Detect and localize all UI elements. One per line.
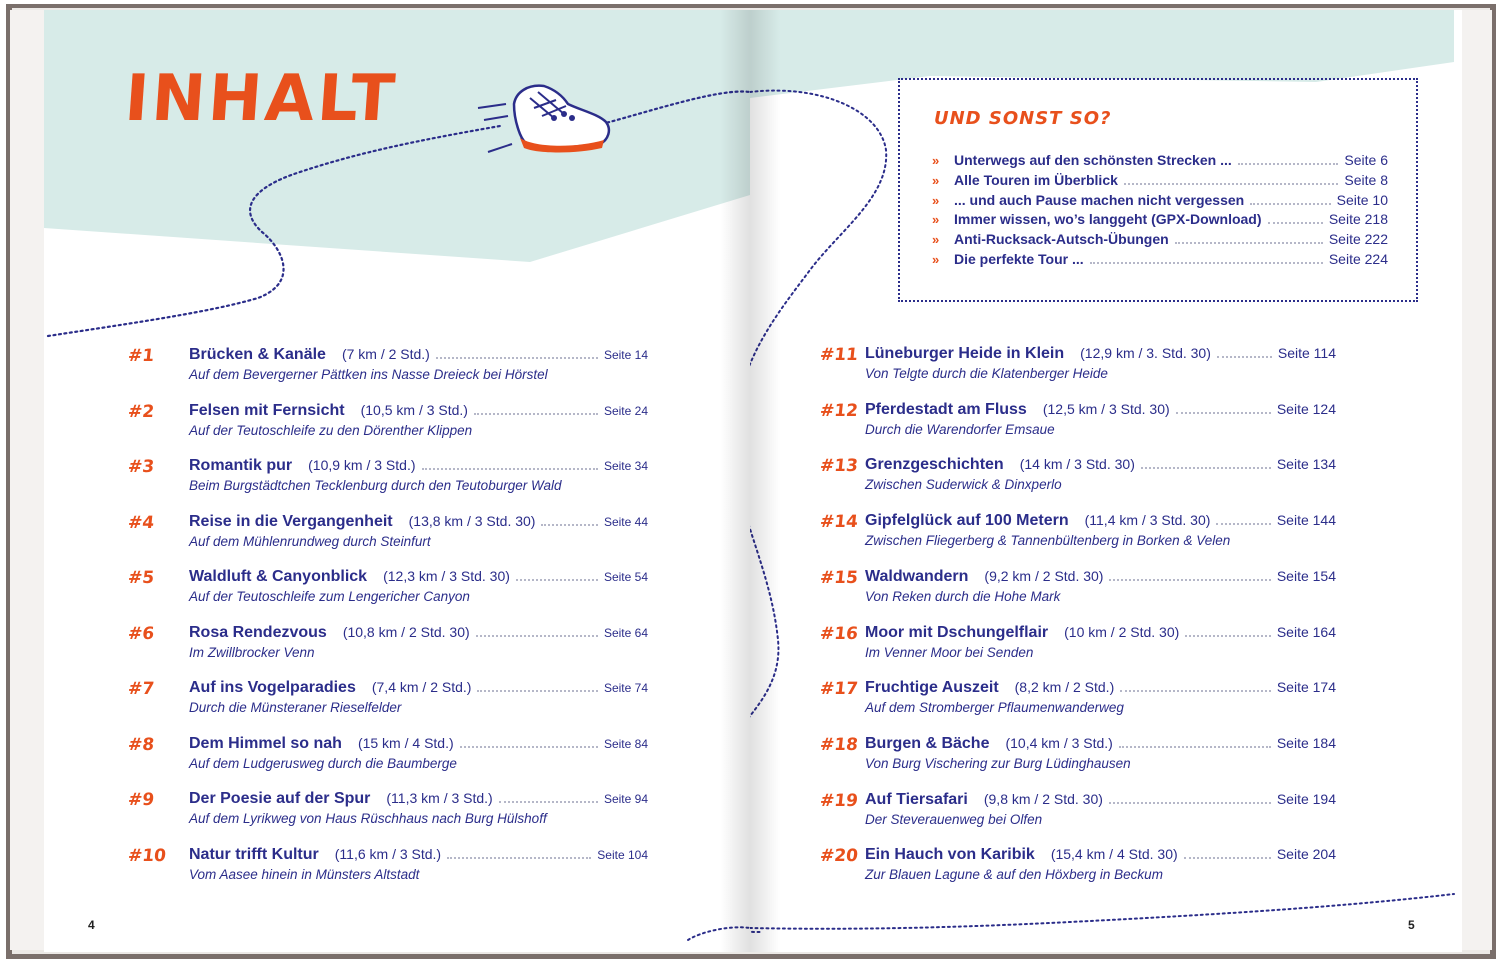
double-chevron-icon: » [932, 232, 938, 248]
toc-entry[interactable] [750, 846, 1500, 890]
toc-entry[interactable] [750, 512, 1500, 556]
tour-subtitle: Auf dem Bevergerner Pättken ins Nasse Dreieck bei Hörstel [189, 367, 548, 382]
extras-item[interactable] [932, 172, 1388, 192]
tour-number: #4 [126, 512, 156, 533]
toc-entry[interactable] [0, 679, 750, 723]
toc-entry[interactable] [0, 568, 750, 612]
dot-leader [1175, 242, 1323, 244]
toc-entry[interactable] [750, 456, 1500, 500]
dot-leader [1238, 163, 1339, 165]
tour-title: Ein Hauch von Karibik [865, 846, 1035, 864]
toc-entry[interactable] [750, 679, 1500, 723]
page-reference: Seite 24 [603, 403, 648, 418]
toc-entry[interactable] [0, 735, 750, 779]
dot-leader [516, 579, 598, 581]
page-reference: Seite 154 [1276, 567, 1336, 584]
dot-leader [1119, 746, 1271, 748]
tour-distance: (10 km / 2 Std. 30) [1064, 623, 1180, 640]
page-reference: Seite 224 [1328, 251, 1388, 267]
page-reference: Seite 184 [1276, 734, 1336, 751]
page-reference: Seite 94 [603, 792, 648, 806]
tour-number: #10 [126, 845, 167, 866]
tour-subtitle: Auf dem Ludgerusweg durch die Baumberge [189, 755, 457, 771]
tour-subtitle: Im Zwillbrocker Venn [189, 644, 315, 660]
extras-item-label: Immer wissen, wo’s langgeht (GPX-Download) [954, 211, 1262, 228]
tour-number: #13 [818, 456, 859, 477]
double-chevron-icon: » [932, 153, 938, 168]
toc-entry[interactable] [750, 568, 1500, 612]
tour-number: #19 [818, 790, 859, 811]
extras-item[interactable] [932, 192, 1388, 212]
tour-title: Natur trifft Kultur [189, 845, 319, 863]
toc-entry[interactable] [0, 790, 750, 834]
tour-subtitle: Zwischen Fliegerberg & Tannenbültenberg in Borken & Velen [865, 533, 1231, 549]
tour-subtitle: Durch die Münsteraner Rieselfelder [189, 700, 402, 715]
dot-leader [1141, 467, 1271, 469]
toc-entry[interactable] [750, 345, 1500, 389]
dot-leader [1109, 579, 1270, 581]
dot-leader [422, 468, 598, 470]
page-reference: Seite 84 [603, 736, 648, 751]
tour-title: Felsen mit Fernsicht [189, 401, 345, 419]
page-reference: Seite 194 [1276, 790, 1336, 807]
page-number-right: 5 [1408, 918, 1415, 932]
tour-title: Brücken & Kanäle [189, 346, 326, 363]
tour-subtitle: Auf der Teutoschleife zu den Dörenther Klippen [189, 422, 473, 438]
dot-leader [1268, 222, 1323, 224]
page-reference: Seite 134 [1276, 456, 1336, 473]
tour-title: Reise in die Vergangenheit [189, 512, 393, 530]
tour-title: Moor mit Dschungelflair [865, 623, 1049, 641]
tour-distance: (8,2 km / 2 Std.) [1014, 679, 1115, 696]
dot-leader [1120, 690, 1271, 692]
page-reference: Seite 144 [1276, 512, 1336, 529]
tour-distance: (12,9 km / 3. Std. 30) [1080, 345, 1211, 361]
tour-distance: (9,8 km / 2 Std. 30) [983, 790, 1103, 807]
tour-subtitle: Im Venner Moor bei Senden [865, 644, 1034, 660]
dot-leader [436, 357, 598, 359]
tour-number: #11 [818, 345, 859, 365]
tour-distance: (12,5 km / 3 Std. 30) [1042, 400, 1170, 417]
tour-number: #20 [818, 846, 859, 867]
tour-number: #3 [126, 457, 156, 477]
tour-subtitle: Durch die Warendorfer Emsaue [865, 421, 1055, 437]
tour-title: Der Poesie auf der Spur [189, 790, 371, 807]
page-reference: Seite 44 [603, 514, 648, 529]
dot-leader [1184, 857, 1271, 859]
toc-entry[interactable] [750, 624, 1500, 668]
extras-item[interactable] [932, 231, 1388, 251]
page-reference: Seite 8 [1344, 171, 1388, 188]
tour-title: Auf Tiersafari [865, 790, 968, 808]
double-chevron-icon: » [932, 172, 938, 188]
extras-item-label: Unterwegs auf den schönsten Strecken ... [954, 152, 1232, 168]
tour-distance: (11,4 km / 3 Std. 30) [1084, 512, 1211, 529]
dot-leader [1176, 412, 1271, 414]
toc-entry[interactable] [750, 735, 1500, 779]
page-reference: Seite 10 [1336, 191, 1388, 208]
extras-box [898, 78, 1418, 302]
tour-number: #5 [126, 568, 156, 588]
extras-item[interactable] [932, 251, 1388, 271]
page-reference: Seite 164 [1276, 623, 1336, 640]
dot-leader [1124, 183, 1339, 185]
tour-title: Grenzgeschichten [865, 456, 1004, 474]
tour-subtitle: Von Reken durch die Hohe Mark [865, 588, 1061, 604]
tour-number: #2 [126, 401, 156, 422]
page-reference: Seite 174 [1276, 679, 1336, 696]
tour-distance: (12,3 km / 3 Std. 30) [383, 568, 510, 584]
tour-number: #16 [818, 623, 859, 644]
tour-distance: (7 km / 2 Std.) [341, 346, 430, 362]
tour-distance: (10,4 km / 3 Std.) [1005, 734, 1113, 751]
extras-item-label: Anti-Rucksack-Autsch-Übungen [954, 231, 1169, 248]
tour-subtitle: Vom Aasee hinein in Münsters Altstadt [189, 866, 420, 882]
tour-distance: (15,4 km / 4 Std. 30) [1050, 846, 1178, 863]
tour-title: Fruchtige Auszeit [865, 679, 999, 697]
tour-number: #17 [818, 679, 859, 700]
toc-entry[interactable] [0, 846, 750, 890]
dot-leader [447, 857, 591, 859]
extras-item[interactable] [932, 211, 1388, 231]
page-title: INHALT [122, 62, 400, 136]
tour-distance: (11,6 km / 3 Std.) [334, 845, 442, 862]
tour-title: Waldluft & Canyonblick [189, 568, 368, 585]
double-chevron-icon: » [932, 252, 938, 267]
tour-title: Romantik pur [189, 457, 293, 474]
extras-item-label: Alle Touren im Überblick [954, 171, 1118, 188]
page-reference: Seite 104 [597, 847, 648, 862]
tour-distance: (13,8 km / 3 Std. 30) [408, 512, 536, 529]
toc-entry[interactable] [0, 624, 750, 668]
page-reference: Seite 124 [1276, 400, 1336, 417]
page-number-left: 4 [88, 918, 95, 932]
tour-title: Rosa Rendezvous [189, 623, 327, 641]
page-reference: Seite 222 [1328, 231, 1388, 248]
tour-number: #1 [126, 346, 156, 366]
dot-leader [1250, 203, 1330, 205]
dot-leader [1217, 356, 1272, 358]
tour-distance: (15 km / 4 Std.) [357, 734, 454, 751]
tour-title: Gipfelglück auf 100 Metern [865, 512, 1069, 530]
tour-title: Burgen & Bäche [865, 734, 990, 752]
tour-distance: (11,3 km / 3 Std.) [386, 790, 493, 806]
toc-entry[interactable] [0, 346, 750, 390]
tour-title: Dem Himmel so nah [189, 734, 342, 752]
tour-subtitle: Der Steverauenweg bei Olfen [865, 811, 1043, 827]
dot-leader [474, 413, 598, 415]
page-reference: Seite 34 [603, 459, 648, 473]
page-reference: Seite 74 [603, 681, 648, 695]
tour-number: #6 [126, 623, 156, 644]
tour-subtitle: Auf dem Stromberger Pflaumenwanderweg [865, 700, 1124, 716]
tour-distance: (7,4 km / 2 Std.) [371, 679, 472, 695]
tour-distance: (14 km / 3 Std. 30) [1019, 456, 1135, 473]
page-reference: Seite 6 [1344, 152, 1388, 168]
tour-title: Waldwandern [865, 567, 969, 585]
tour-subtitle: Von Telgte durch die Klatenberger Heide [865, 366, 1108, 381]
dot-leader [499, 801, 598, 803]
tour-number: #9 [126, 790, 156, 810]
tour-number: #12 [818, 400, 859, 421]
tour-subtitle: Auf dem Lyrikweg von Haus Rüschhaus nach Burg Hülshoff [189, 811, 547, 826]
tour-title: Lüneburger Heide in Klein [865, 345, 1065, 362]
toc-entry[interactable] [0, 402, 750, 446]
dot-leader [541, 524, 597, 526]
toc-entry[interactable] [0, 513, 750, 557]
tour-subtitle: Von Burg Vischering zur Burg Lüdinghausen [865, 755, 1131, 771]
page-reference: Seite 218 [1328, 211, 1388, 228]
tour-subtitle: Zur Blauen Lagune & auf den Höxberg in Beckum [865, 867, 1163, 883]
toc-entry[interactable] [750, 791, 1500, 835]
right-page [750, 0, 1500, 963]
page-reference: Seite 14 [603, 348, 648, 362]
tour-distance: (10,9 km / 3 Std.) [308, 457, 416, 473]
extras-item-label: ... und auch Pause machen nicht vergessen [954, 191, 1245, 208]
dot-leader [460, 746, 598, 748]
dot-leader [1090, 262, 1323, 264]
tour-number: #15 [818, 567, 859, 588]
dot-leader [1216, 523, 1270, 525]
dot-leader [1109, 802, 1271, 804]
extras-item-label: Die perfekte Tour ... [954, 251, 1084, 267]
tour-subtitle: Zwischen Suderwick & Dinxperlo [865, 477, 1062, 493]
tour-distance: (10,5 km / 3 Std.) [360, 401, 468, 418]
page-reference: Seite 64 [603, 625, 648, 640]
extras-box-title: UND SONST SO? [934, 108, 1112, 129]
tour-distance: (10,8 km / 2 Std. 30) [342, 623, 470, 640]
page-reference: Seite 114 [1277, 345, 1336, 361]
tour-subtitle: Auf der Teutoschleife zum Lengericher Canyon [189, 589, 470, 604]
toc-entry[interactable] [0, 457, 750, 501]
dot-leader [477, 690, 598, 692]
hiking-boot-icon [476, 78, 616, 158]
tour-number: #8 [126, 734, 156, 755]
tour-title: Auf ins Vogelparadies [189, 679, 356, 696]
tour-title: Pferdestadt am Fluss [865, 400, 1027, 418]
tour-distance: (9,2 km / 2 Std. 30) [984, 567, 1104, 584]
double-chevron-icon: » [932, 212, 938, 228]
tour-number: #7 [126, 679, 156, 699]
page-reference: Seite 204 [1276, 846, 1336, 863]
tour-number: #14 [818, 512, 859, 533]
toc-entry[interactable] [750, 401, 1500, 445]
dot-leader [476, 635, 598, 637]
extras-item[interactable] [932, 152, 1388, 172]
tour-number: #18 [818, 734, 859, 755]
double-chevron-icon: » [932, 192, 938, 208]
tour-subtitle: Auf dem Mühlenrundweg durch Steinfurt [189, 533, 431, 549]
tour-subtitle: Beim Burgstädtchen Tecklenburg durch den Teutoburger Wald [189, 478, 562, 493]
page-reference: Seite 54 [603, 570, 648, 584]
dot-leader [1185, 635, 1271, 637]
